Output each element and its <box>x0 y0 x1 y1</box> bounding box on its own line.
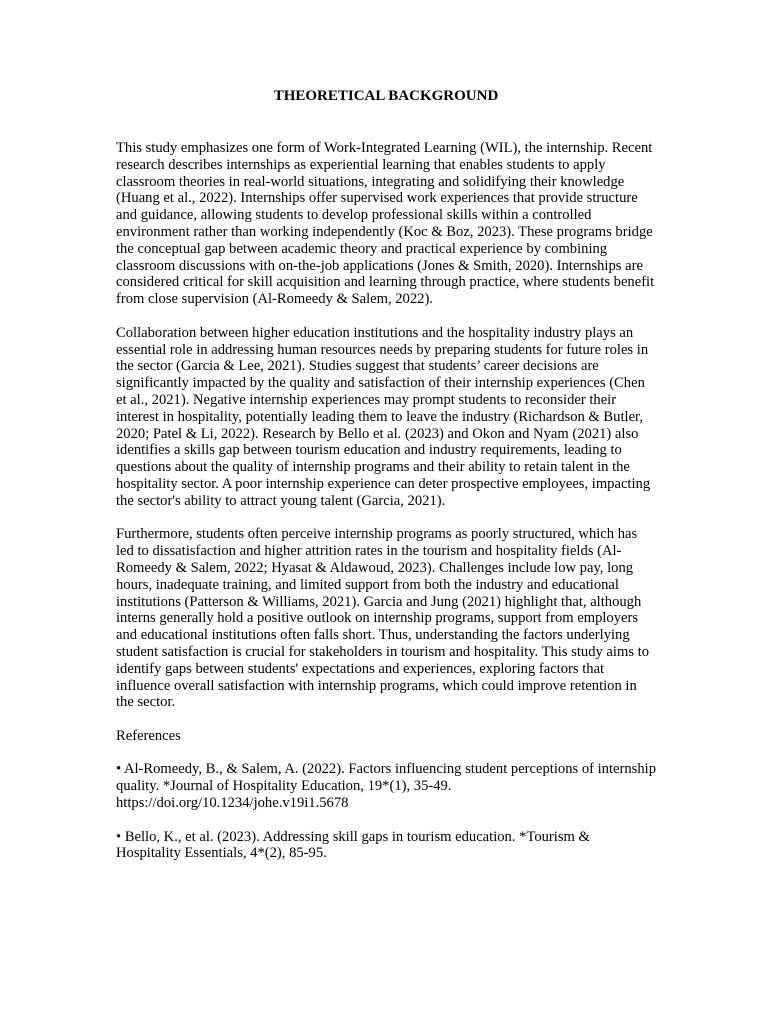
paragraph-3: Furthermore, students often perceive internship programs as poorly structured, which has led to dissatisfaction and higher attrition rates in the tourism and hospitality fields (Al-Romeedy & Salem, 2022; Hyasat & Aldawoud, 2023). Challenges include low pay, long hours, inadequate training, and limited support from both the industry and educational institutions (Patterson & Williams, 2021). Garcia and Jung (2021) highlight that, although interns generally hold a positive outlook on internship programs, support from employers and educational institutions often falls short. Thus, understanding the factors underlying student satisfaction is crucial for stakeholders in tourism and hospitality. This study aims to identify gaps between students' expectations and experiences, exploring factors that influence overall satisfaction with internship programs, which could improve retention in the sector. <box>116 526 649 711</box>
document-title: THEORETICAL BACKGROUND <box>273 88 499 104</box>
references-heading: References <box>116 727 181 744</box>
paragraph-2: Collaboration between higher education institutions and the hospitality industry plays an essential role in addressing human resources needs by preparing students for future roles in the sector (Garcia & Lee, 2021). Studies suggest that students’ career decisions are significantly impacted by the quality and satisfaction of their internship experiences (Chen et al., 2021). Negative internship experiences may prompt students to reconsider their interest in hospitality, potentially leading them to leave the industry (Richardson & Butler, 2020; Patel & Li, 2022). Research by Bello et al. (2023) and Okon and Nyam (2021) also identifies a skills gap between tourism education and industry requirements, leading to questions about the quality of internship programs and their ability to retain talent in the hospitality sector. A poor internship experience can deter prospective employees, impacting the sector's ability to attract young talent (Garcia, 2021). <box>116 324 651 509</box>
document-page <box>116 86 656 879</box>
reference-item: • Bello, K., et al. (2023). Addressing skill gaps in tourism education. *Tourism & Hospitality Essentials, 4*(2), 85-95. <box>116 828 590 862</box>
paragraph-1: This study emphasizes one form of Work-Integrated Learning (WIL), the internship. Recent research describes internships as experiential learning that enables students to apply classroom theories in real-world situations, integrating and solidifying their knowledge (Huang et al., 2022). Internships offer supervised work experiences that provide structure and guidance, allowing students to develop professional skills within a controlled environment rather than working independently (Koc & Boz, 2023). These programs bridge the conceptual gap between academic theory and practical experience by combining classroom discussions with on-the-job applications (Jones & Smith, 2020). Internships are considered critical for skill acquisition and learning through practice, where students benefit from close supervision (Al-Romeedy & Salem, 2022). <box>116 140 655 308</box>
reference-item: • Al-Romeedy, B., & Salem, A. (2022). Factors influencing student perceptions of internship quality. *Journal of Hospitality Education, 19*(1), 35-49. https://doi.org/10.1234/johe.v19i1.5678 <box>116 761 656 812</box>
